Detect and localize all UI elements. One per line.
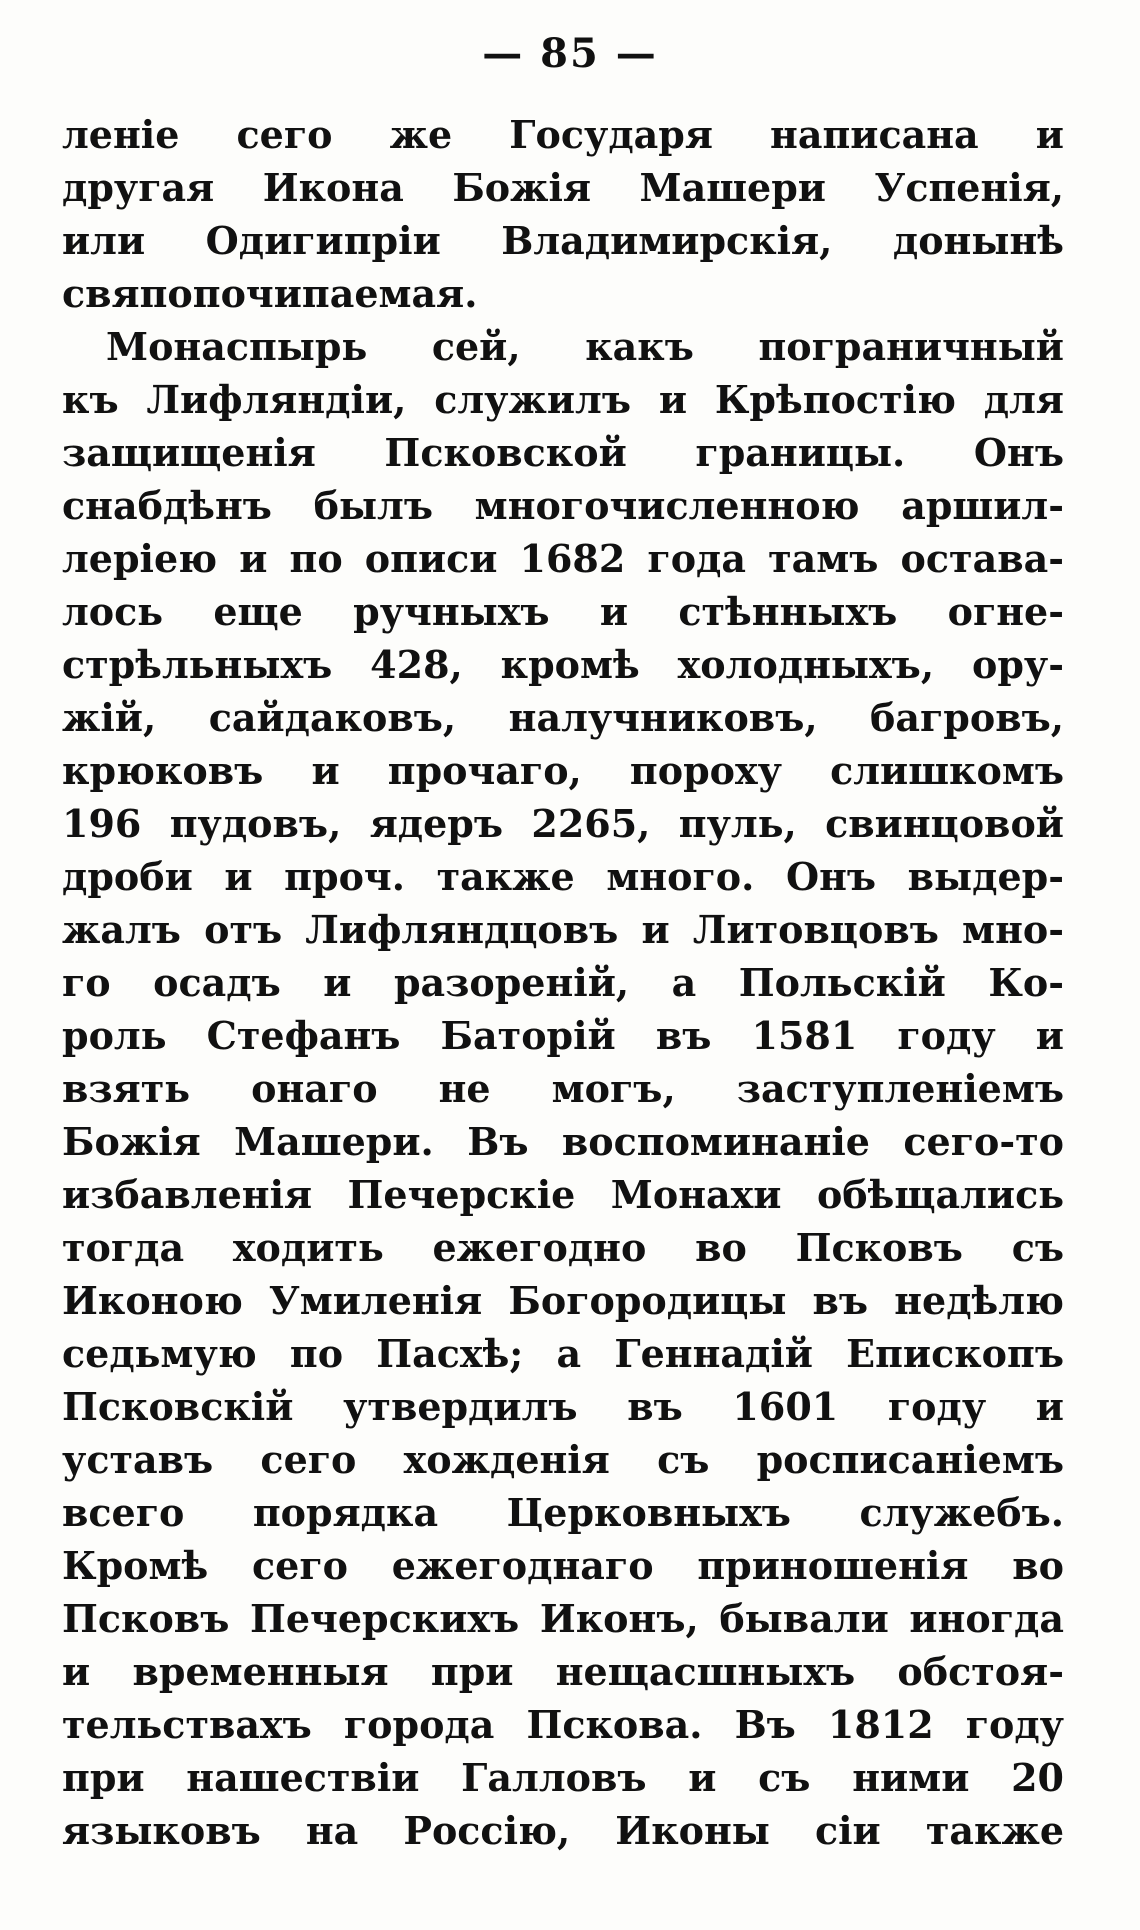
- text-line: Псковскій утвердилъ въ 1601 году и: [62, 1384, 1064, 1429]
- text-line: снабдѣнъ былъ многочисленною аршил-: [62, 483, 1064, 528]
- text-line: жалъ отъ Лифляндцовъ и Литовцовъ мно-: [62, 907, 1064, 952]
- text-line: седьмую по Пасхѣ; а Геннадій Епископъ: [62, 1331, 1064, 1376]
- text-line: крюковъ и прочаго, пороху слишкомъ: [62, 748, 1064, 793]
- body-text: [62, 108, 1064, 1857]
- text-line: леріею и по описи 1682 года тамъ оставa-: [62, 536, 1064, 581]
- paragraph-first-line: Монаспырь сей, какъ пограничный: [106, 324, 1064, 369]
- text-line: всего порядка Церковныхъ служебъ.: [62, 1490, 1064, 1535]
- text-line: леніе сего же Государя написана и: [62, 112, 1064, 157]
- text-line: Иконою Умиленія Богородицы въ недѣлю: [62, 1278, 1064, 1323]
- text-line: избавленія Печерскіе Монахи обѣщались: [62, 1172, 1064, 1217]
- text-line: 196 пудовъ, ядеръ 2265, пуль, свинцовой: [62, 801, 1064, 846]
- text-line: взять онаго не могъ, заступленіемъ: [62, 1066, 1064, 1111]
- text-line: жій, сайдаковъ, налучниковъ, багровъ,: [62, 695, 1064, 740]
- text-line: стрѣльныхъ 428, кромѣ холодныхъ, ору-: [62, 642, 1064, 687]
- text-line: лось еще ручныхъ и стѣнныхъ огне-: [62, 589, 1064, 634]
- text-line: и временныя при нещасшныхъ обстоя-: [62, 1649, 1064, 1694]
- text-line: тогда ходить ежегодно во Псковъ съ: [62, 1225, 1064, 1270]
- text-line: при нашествіи Галловъ и съ ними 20: [62, 1755, 1064, 1800]
- page-number-header: — 85 —: [482, 30, 658, 77]
- text-line: защищенія Псковской границы. Онъ: [62, 430, 1064, 475]
- text-line: или Одигипріи Владимирскія, донынѣ: [62, 218, 1064, 263]
- text-line: свяпопочипаемая.: [62, 271, 478, 316]
- text-line: Псковъ Печерскихъ Иконъ, бывали иногда: [62, 1596, 1064, 1641]
- text-line: роль Стефанъ Баторій въ 1581 году и: [62, 1013, 1064, 1058]
- text-line: уставъ сего хожденія съ росписаніемъ: [62, 1437, 1064, 1482]
- text-line: другая Икона Божія Машери Успенія,: [62, 165, 1064, 210]
- text-line: къ Лифляндіи, служилъ и Крѣпостію для: [62, 377, 1064, 422]
- text-line: Кромѣ сего ежегоднаго приношенія во: [62, 1543, 1064, 1588]
- text-line: тельствахъ города Пскова. Въ 1812 году: [62, 1702, 1064, 1747]
- text-line: го осадъ и разореній, а Польскій Ко-: [62, 960, 1064, 1005]
- text-line: языковъ на Россію, Иконы сіи также: [62, 1808, 1064, 1853]
- text-line: дроби и проч. также много. Онъ выдер-: [62, 854, 1064, 899]
- text-line: Божія Машери. Въ воспоминаніе сего-то: [62, 1119, 1064, 1164]
